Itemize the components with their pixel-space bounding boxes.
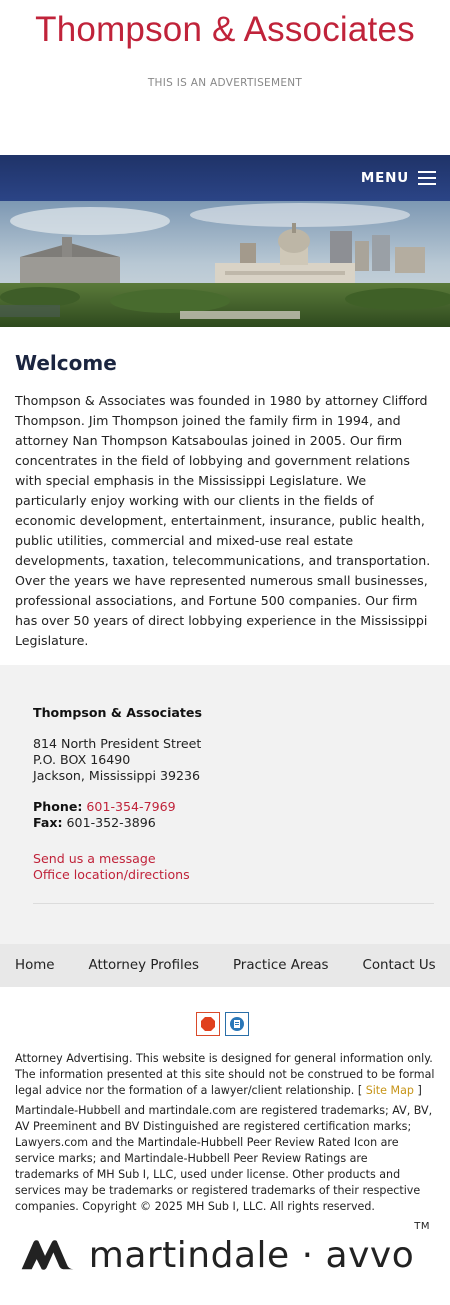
nav-bar [0, 155, 450, 201]
fax-label: Fax: [33, 815, 63, 830]
firm-title[interactable]: Thompson & Associates [35, 10, 415, 49]
footer-nav [0, 944, 450, 987]
site-map-link[interactable]: Site Map [365, 1084, 414, 1097]
page-title: Welcome [15, 351, 117, 375]
footer-nav-attorney-profiles[interactable]: Attorney Profiles [88, 958, 199, 973]
footer-nav-home[interactable]: Home [15, 958, 55, 973]
octagon-badge-icon[interactable] [196, 1012, 220, 1036]
address-line-3: Jackson, Mississippi 39236 [33, 768, 201, 783]
contact-firm-name: Thompson & Associates [33, 705, 202, 720]
menu-button[interactable] [361, 170, 436, 186]
trademark-notice: Martindale-Hubbell and martindale.com are registered trademarks; AV, BV, AV Preeminent and BV Distinguished are registered certification marks; Lawyers.com and the Martindale-Hubbell Peer Review Rated Icon are service marks; and Martindale-Hubbell Peer Review Ratings are trademarks of MH Sub I, LLC, used under license. Other products and services may be trademarks or registered trademarks of their respective companies. Copyright © 2025 MH Sub I, LLC. All rights reserved. [15, 1104, 433, 1213]
martindale-avvo-logo[interactable] [20, 1220, 430, 1278]
advertisement-notice: THIS IS AN ADVERTISEMENT [147, 77, 303, 89]
footer-nav-contact-us[interactable]: Contact Us [362, 958, 436, 973]
divider [33, 903, 434, 904]
advertising-disclaimer-text: Attorney Advertising. This website is designed for general information only. The information presented at this site should not be construed to be formal legal advice nor the formation of a lawyer/client relationship. [ [15, 1052, 435, 1097]
main-content [0, 327, 450, 651]
phone-fax-block [33, 799, 434, 831]
clipboard-badge-icon[interactable] [225, 1012, 249, 1036]
address-block [33, 736, 434, 784]
bracket-close: ] [417, 1084, 422, 1097]
logo-wordmark: martindale · avvo™ [88, 1220, 430, 1276]
disclaimer [15, 1051, 435, 1219]
contact-links [33, 851, 434, 883]
address-line-2: P.O. BOX 16490 [33, 752, 131, 767]
menu-label: MENU [360, 170, 409, 186]
send-message-link[interactable]: Send us a message [33, 851, 156, 866]
footer-nav-practice-areas[interactable]: Practice Areas [232, 958, 329, 973]
phone-label: Phone: [33, 799, 83, 814]
hero-skyline-image [0, 201, 450, 327]
intro-paragraph: Thompson & Associates was founded in 1980 by attorney Clifford Thompson. Jim Thompson joined the family firm in 1994, and attorney Nan Thompson Katsaboulas joined in 2005. Our firm concentrates in the field of lobbying and government relations with special emphasis in the Mississippi Legislature. We particularly enjoy working with our clients in the fields of economic development, entertainment, insurance, public health, public utilities, commercial and mixed-use real estate developments, taxation, telecommunications, and transportation. Over the years we have represented numerous small businesses, professional associations, and Fortune 500 companies. Our firm has over 50 years of direct lobbying experience in the Mississippi Legislature. [15, 393, 431, 648]
fax-number: 601-352-3896 [66, 815, 156, 830]
site-header [0, 0, 450, 155]
office-directions-link[interactable]: Office location/directions [33, 867, 190, 882]
address-line-1: 814 North President Street [33, 736, 202, 751]
advertising-disclaimer [15, 1051, 435, 1099]
hamburger-icon [418, 170, 436, 186]
badge-icons [196, 1012, 249, 1036]
phone-link[interactable]: 601-354-7969 [86, 799, 176, 814]
contact-panel [0, 665, 450, 944]
martindale-avvo-mark-icon [20, 1236, 77, 1274]
